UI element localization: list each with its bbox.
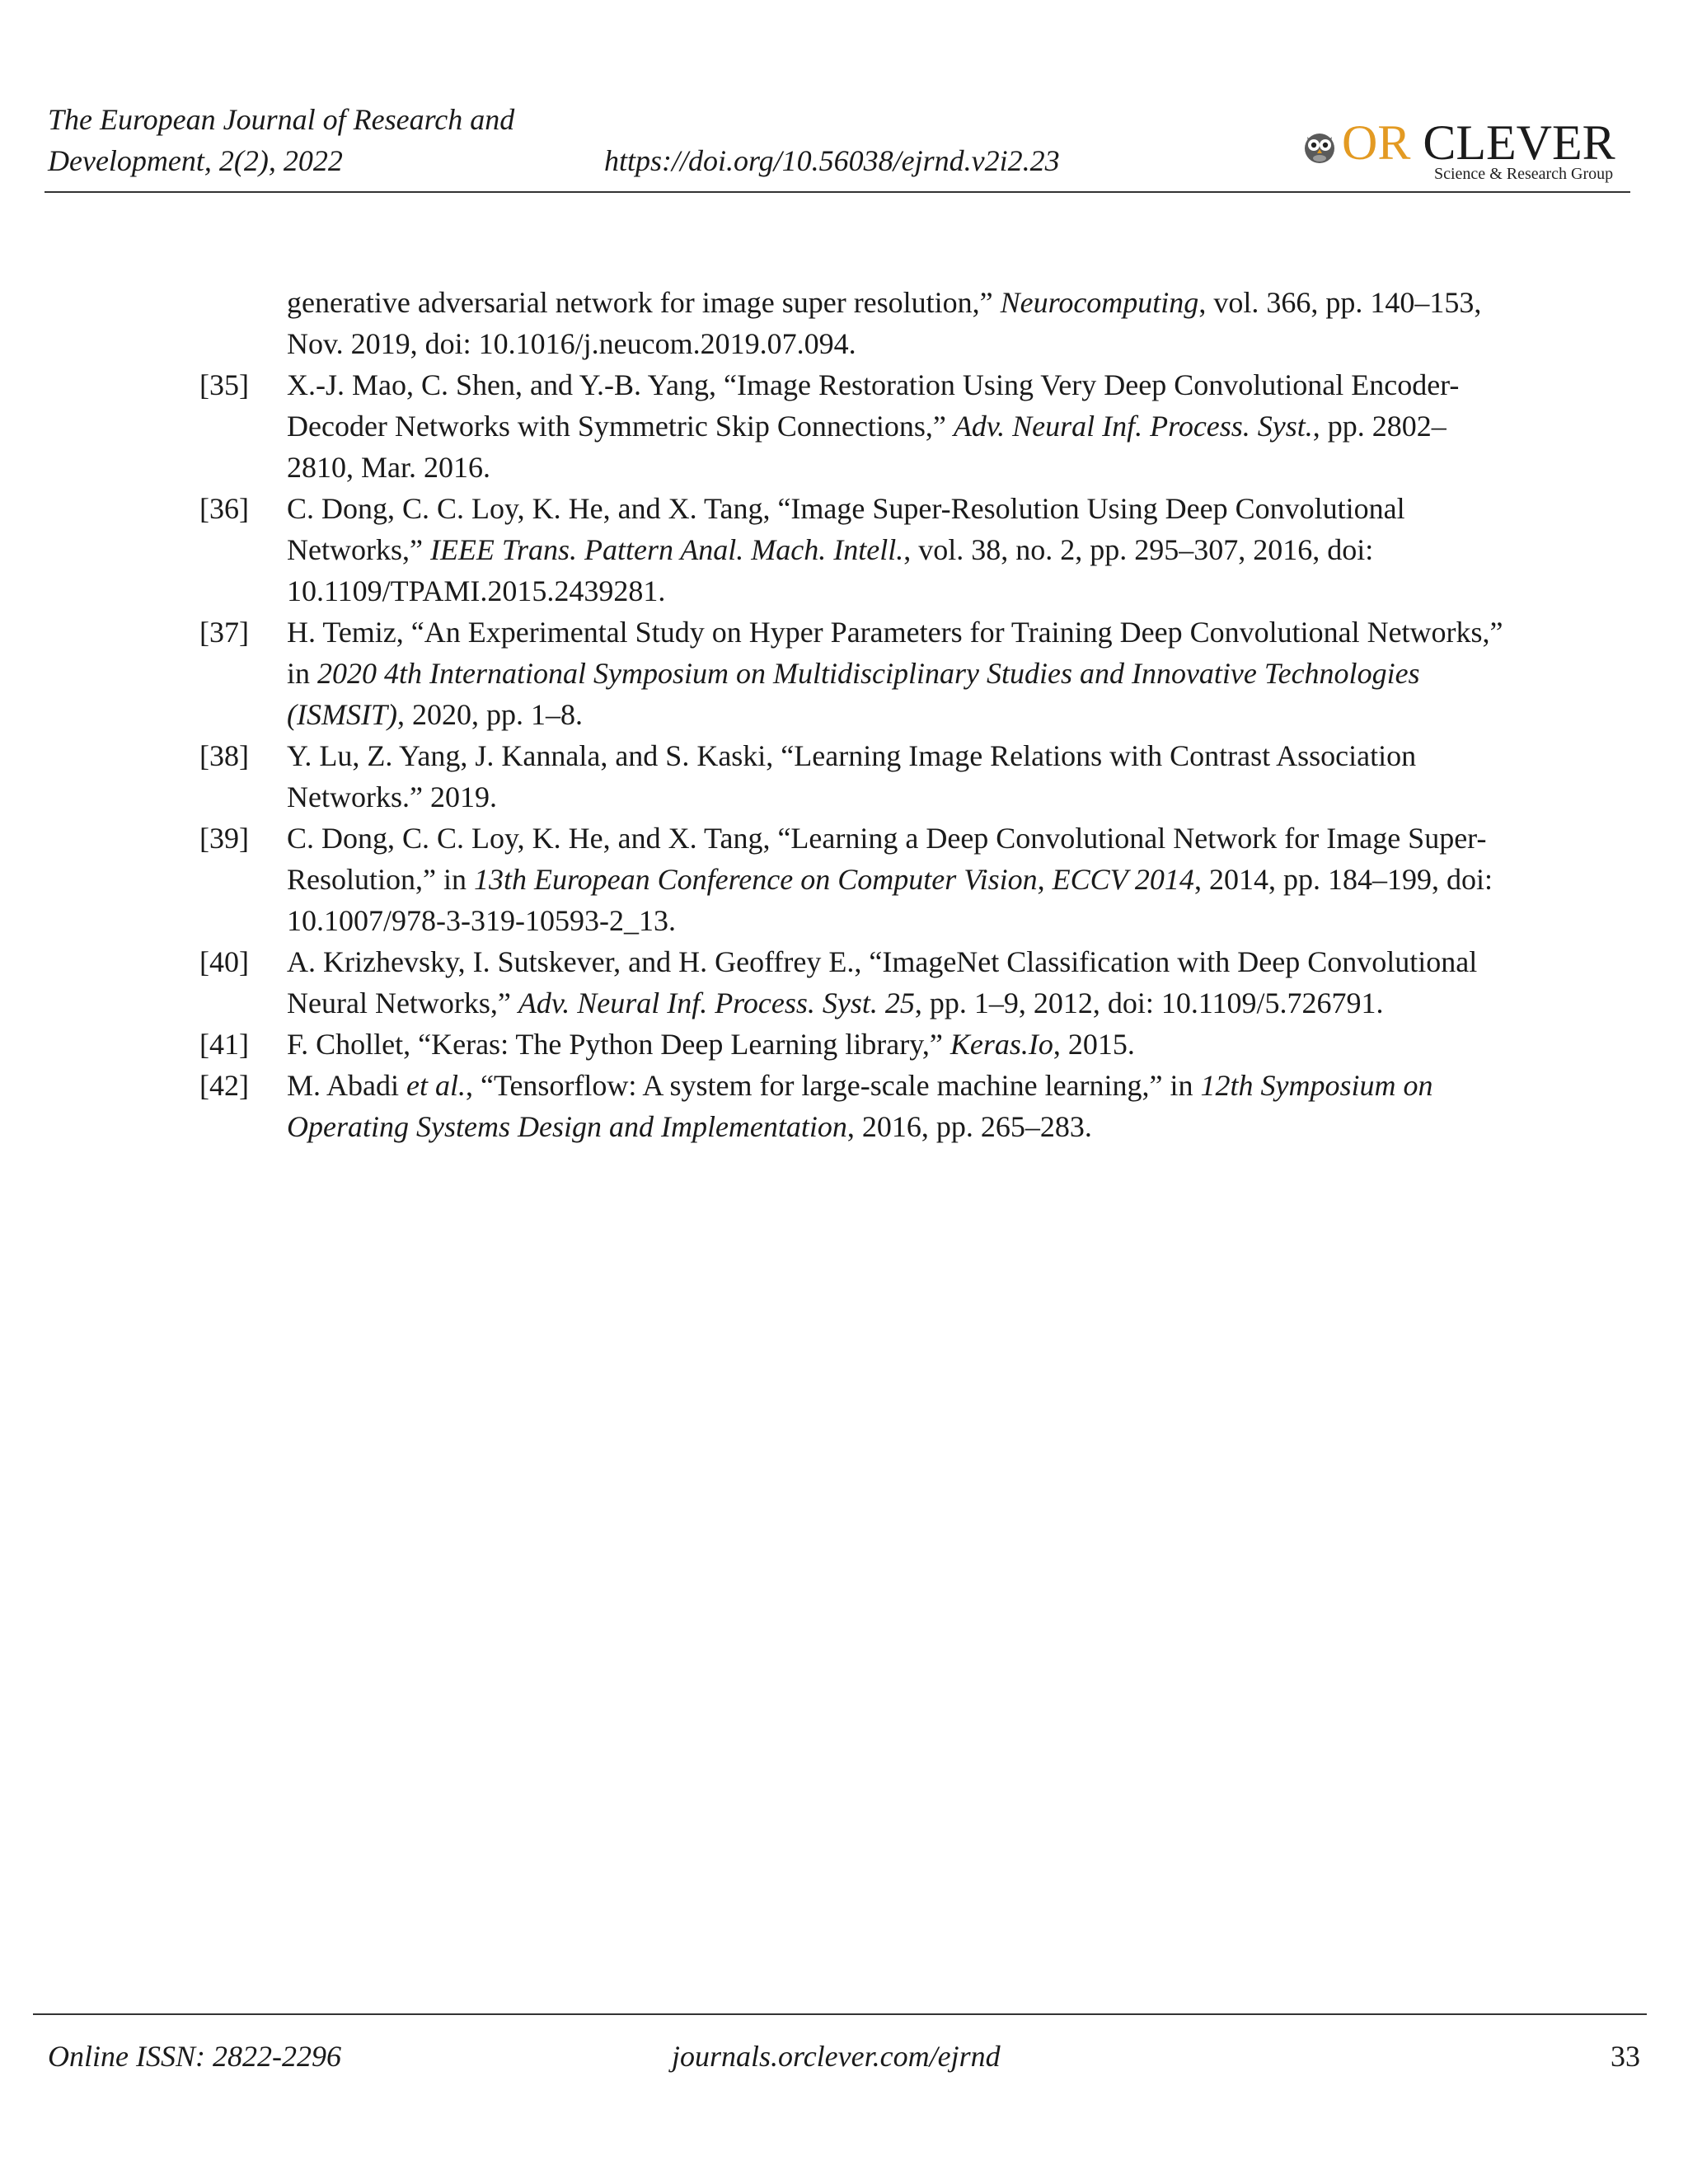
reference-italic-segment: et al. bbox=[406, 1069, 466, 1102]
reference-item bbox=[0, 1065, 1688, 1147]
reference-italic-segment: IEEE Trans. Pattern Anal. Mach. Intell. bbox=[429, 533, 904, 566]
reference-segment: C. Dong, C. C. Loy, K. He, and X. Tang, “Image Super-Resolution Using Deep Convolutional Networks,” bbox=[287, 492, 1405, 566]
owl-icon bbox=[1301, 127, 1339, 165]
journal-title-line1: The European Journal of Research and bbox=[48, 103, 515, 136]
reference-number: [35] bbox=[199, 368, 249, 401]
reference-text bbox=[287, 364, 1507, 488]
reference-text bbox=[287, 1024, 1507, 1065]
footer-issn: Online ISSN: 2822-2296 bbox=[48, 2040, 341, 2073]
reference-item bbox=[0, 282, 1688, 364]
reference-segment: M. Abadi bbox=[287, 1069, 407, 1102]
reference-segment: F. Chollet, “Keras: The Python Deep Learning library,” bbox=[287, 1028, 950, 1061]
reference-text bbox=[287, 1065, 1507, 1147]
header-divider bbox=[45, 191, 1630, 193]
reference-italic-segment: 12th Symposium on Operating Systems Design and Implementation bbox=[287, 1069, 1433, 1143]
reference-text bbox=[287, 612, 1507, 735]
reference-italic-segment: 2020 4th International Symposium on Multidisciplinary Studies and Innovative Technologies (ISMSIT) bbox=[287, 657, 1420, 731]
reference-text bbox=[287, 818, 1507, 941]
reference-segment: , 2016, pp. 265–283. bbox=[846, 1110, 1092, 1143]
reference-text bbox=[287, 282, 1507, 364]
reference-segment: A. Krizhevsky, I. Sutskever, and H. Geoffrey E., “ImageNet Classification with Deep Convolutional Neural Networks,” bbox=[287, 945, 1478, 1019]
reference-segment: , pp. 2802–2810, Mar. 2016. bbox=[287, 410, 1447, 484]
reference-item bbox=[0, 818, 1688, 941]
page-number: 33 bbox=[1611, 2040, 1640, 2073]
logo-wordmark bbox=[1342, 117, 1615, 168]
reference-segment: , vol. 38, no. 2, pp. 295–307, 2016, doi: 10.1109/TPAMI.2015.2439281. bbox=[287, 533, 1374, 607]
footer-divider bbox=[33, 2013, 1647, 2015]
reference-italic-segment: Adv. Neural Inf. Process. Syst. 25 bbox=[518, 987, 915, 1019]
logo-or-text: OR bbox=[1342, 115, 1411, 170]
reference-segment: Y. Lu, Z. Yang, J. Kannala, and S. Kaski, “Learning Image Relations with Contrast Association Networks.” 2019. bbox=[287, 739, 1417, 813]
reference-number: [39] bbox=[199, 822, 249, 855]
reference-segment: X.-J. Mao, C. Shen, and Y.-B. Yang, “Image Restoration Using Very Deep Convolutional Encoder-Decoder Networks with Symmetric Skip Connections,” bbox=[287, 368, 1460, 443]
reference-number: [41] bbox=[199, 1028, 249, 1061]
reference-number: [40] bbox=[199, 945, 249, 978]
reference-text bbox=[287, 488, 1507, 612]
reference-italic-segment: 13th European Conference on Computer Vision, ECCV 2014 bbox=[474, 863, 1194, 896]
reference-segment: generative adversarial network for image super resolution,” bbox=[287, 286, 1001, 319]
logo-clever-text: CLEVER bbox=[1423, 115, 1615, 170]
reference-segment: , 2014, pp. 184–199, doi: 10.1007/978-3-319-10593-2_13. bbox=[287, 863, 1493, 937]
reference-number: [42] bbox=[199, 1069, 249, 1102]
doi-link[interactable]: https://doi.org/10.56038/ejrnd.v2i2.23 bbox=[604, 144, 1060, 177]
reference-item bbox=[0, 488, 1688, 612]
reference-segment: , vol. 366, pp. 140–153, Nov. 2019, doi: 10.1016/j.neucom.2019.07.094. bbox=[287, 286, 1482, 360]
journal-title-line2: Development, 2(2), 2022 bbox=[48, 144, 343, 177]
reference-italic-segment: Keras.Io bbox=[950, 1028, 1053, 1061]
reference-number: [38] bbox=[199, 739, 249, 772]
reference-number: [37] bbox=[199, 616, 249, 649]
reference-item bbox=[0, 941, 1688, 1024]
reference-text bbox=[287, 735, 1507, 818]
reference-item bbox=[0, 612, 1688, 735]
reference-segment: H. Temiz, “An Experimental Study on Hyper Parameters for Training Deep Convolutional Networks,” in bbox=[287, 616, 1503, 690]
reference-item bbox=[0, 364, 1688, 488]
reference-item bbox=[0, 1024, 1688, 1065]
orclever-logo bbox=[1301, 117, 1639, 183]
journal-title bbox=[48, 99, 514, 181]
reference-italic-segment: Adv. Neural Inf. Process. Syst. bbox=[953, 410, 1313, 443]
reference-segment: , “Tensorflow: A system for large-scale machine learning,” in bbox=[466, 1069, 1201, 1102]
reference-segment: , 2015. bbox=[1053, 1028, 1135, 1061]
footer-url[interactable]: journals.orclever.com/ejrnd bbox=[672, 2040, 1001, 2073]
reference-text bbox=[287, 941, 1507, 1024]
reference-segment: C. Dong, C. C. Loy, K. He, and X. Tang, “Learning a Deep Convolutional Network for Image Super-Resolution,” in bbox=[287, 822, 1487, 896]
reference-segment: , pp. 1–9, 2012, doi: 10.1109/5.726791. bbox=[914, 987, 1384, 1019]
reference-segment: , 2020, pp. 1–8. bbox=[396, 698, 583, 731]
reference-number: [36] bbox=[199, 492, 249, 525]
reference-item bbox=[0, 735, 1688, 818]
reference-list bbox=[0, 282, 1688, 1147]
logo-subtitle: Science & Research Group bbox=[1434, 165, 1614, 183]
reference-italic-segment: Neurocomputing bbox=[1000, 286, 1199, 319]
